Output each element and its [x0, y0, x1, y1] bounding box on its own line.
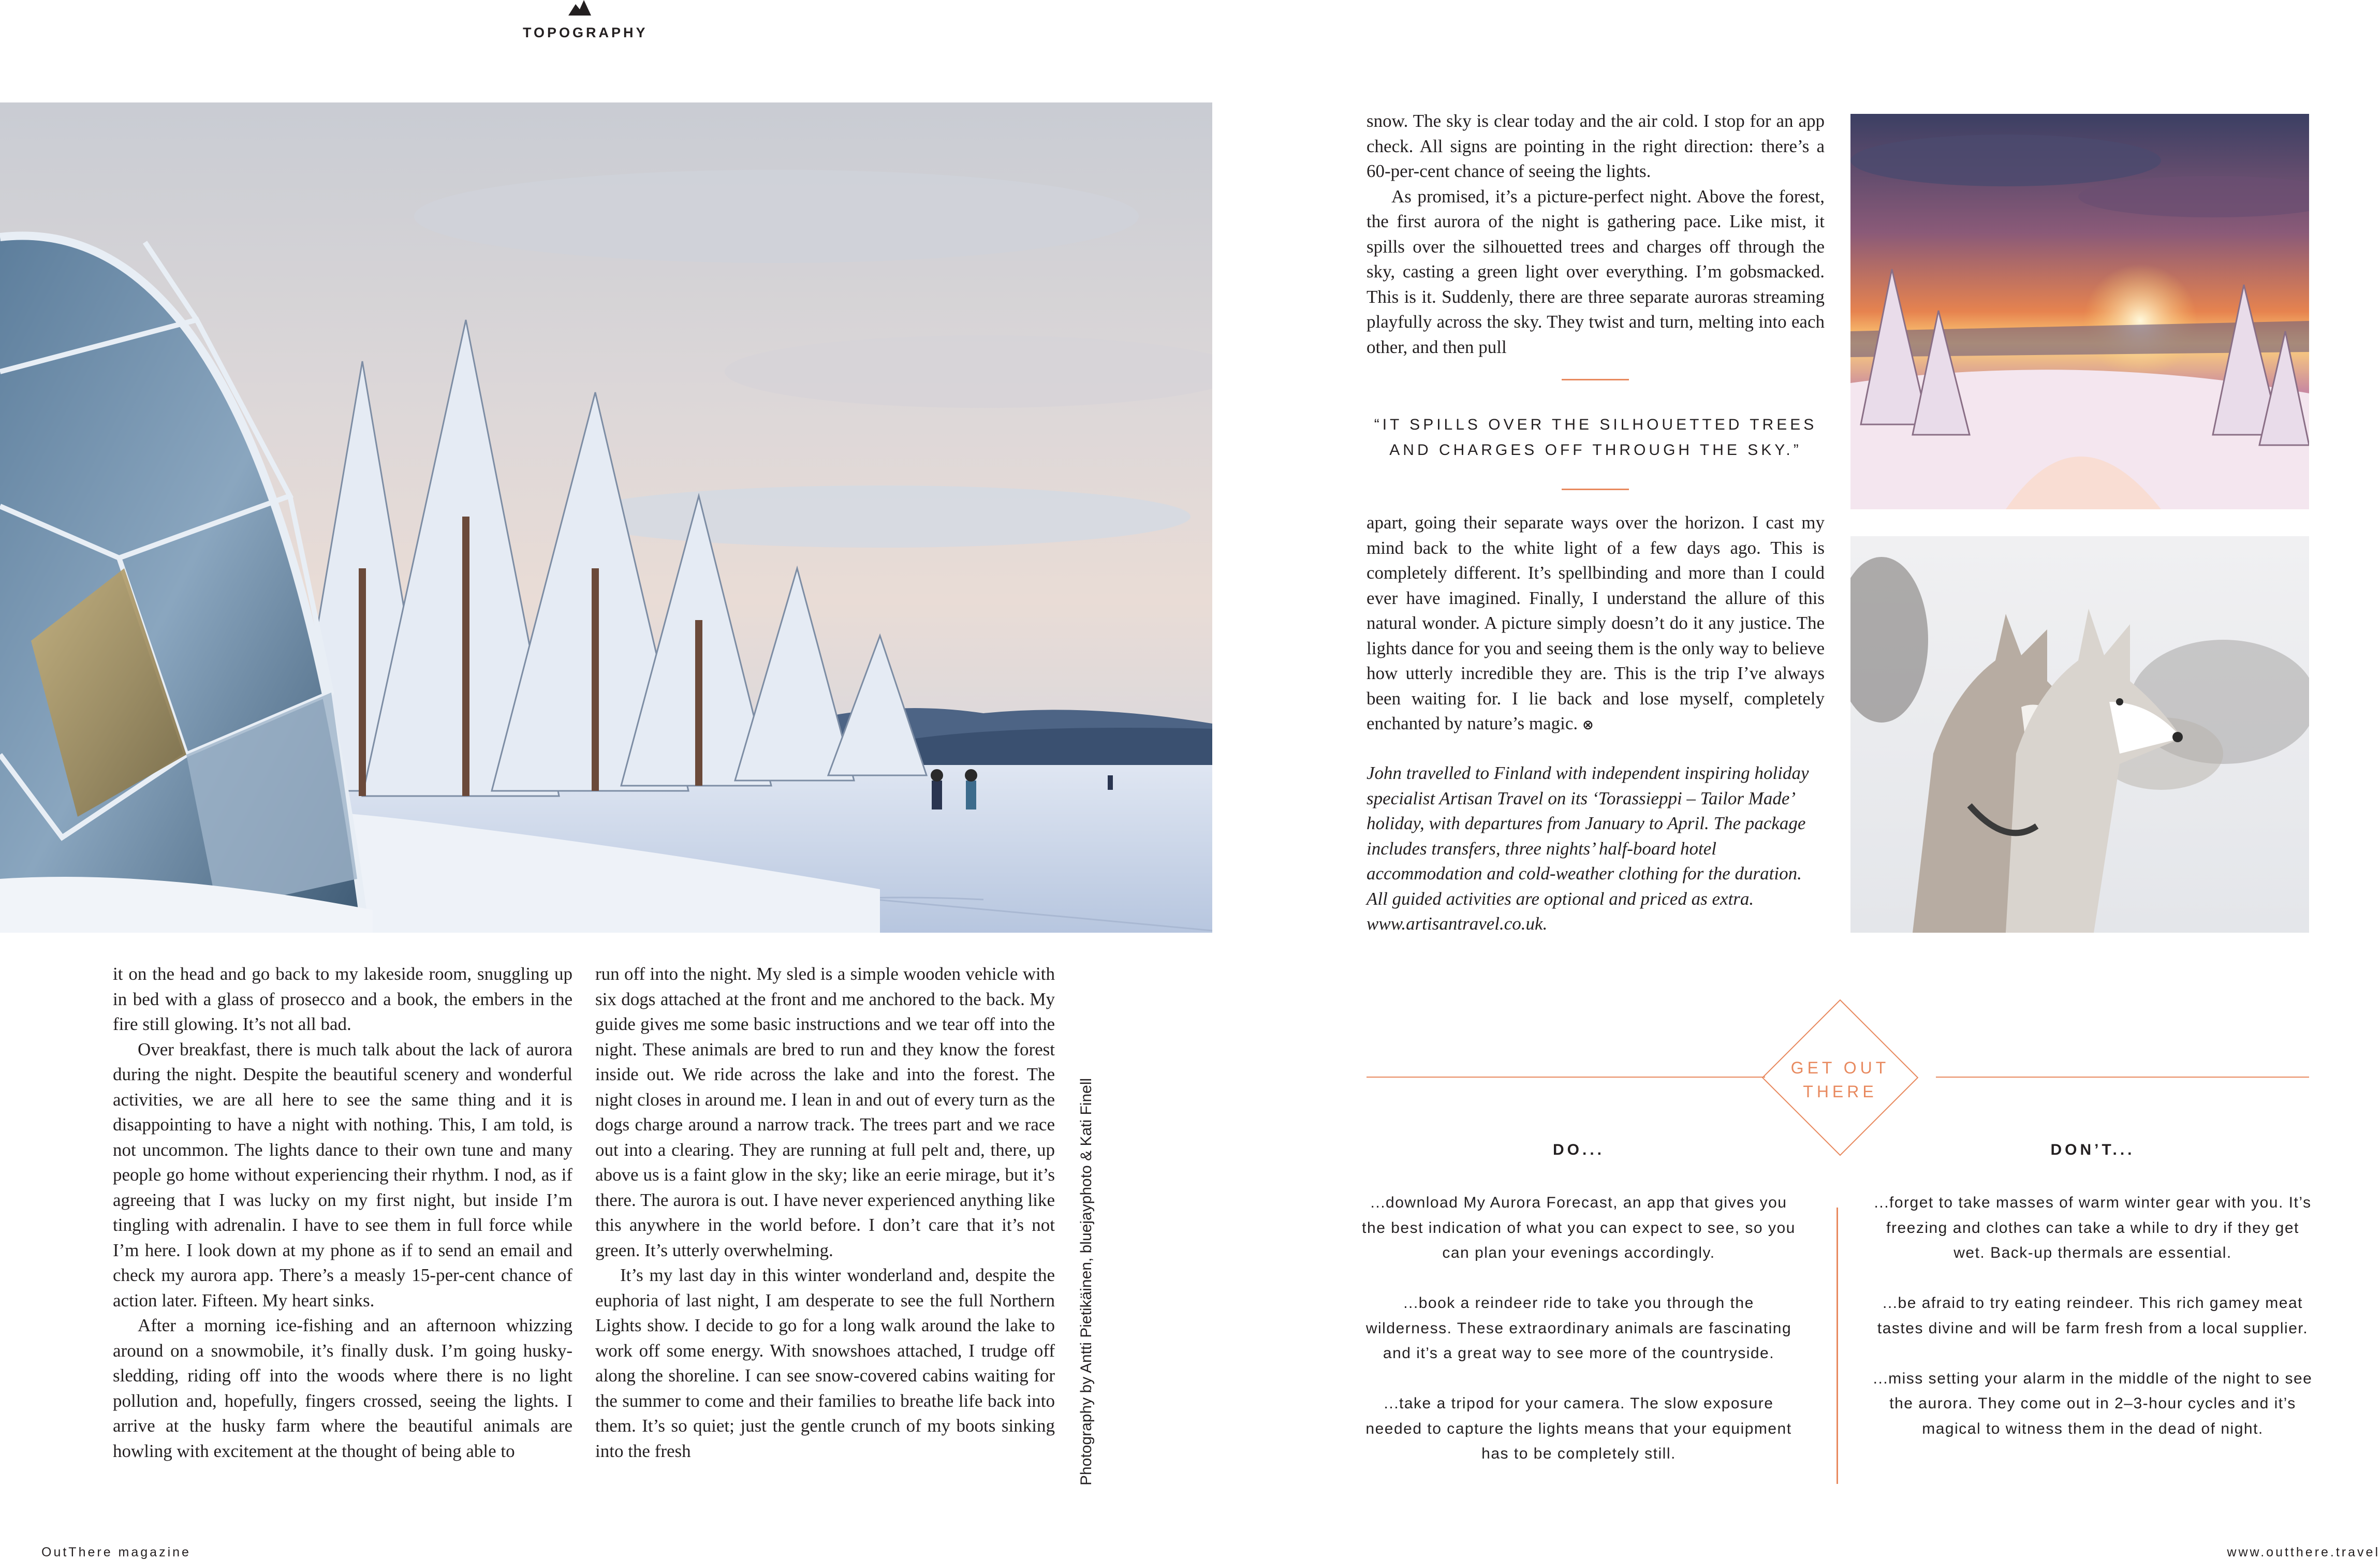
end-mark-icon: ⊗ [1582, 717, 1594, 733]
pull-quote-rule-bottom [1562, 489, 1629, 490]
do-item: ...take a tripod for your camera. The slow exposure needed to capture the lights means that your equipment has to be completely still. [1365, 1395, 1792, 1462]
footer-magazine-name: OutThere magazine [41, 1545, 191, 1559]
paragraph: After a morning ice-fishing and an afternoon whizzing around on a snowmobile, it’s finally dusk. I’m going husky-sledding, riding off into the woods where there is no light pollution and, hopefully, fingers crossed, seeing the lights. I arrive at the husky farm where the beautiful animals are howling with excitement at the thought of being able to [113, 1315, 572, 1461]
panel-rule-left [1367, 1077, 1765, 1078]
mountain-icon [568, 0, 591, 16]
photo-igloo-dome [0, 102, 1212, 933]
do-item: ...download My Aurora Forecast, an app that gives you the best indication of what you can expect to see, so you can plan your evenings accordingly. [1362, 1194, 1796, 1261]
paragraph: it on the head and go back to my lakeside room, snuggling up in bed with a glass of prosecco and a book, the embers in the fire still glowing. It’s not all bad. [113, 964, 572, 1034]
photo-huskies [1850, 536, 2309, 933]
section-label: TOPOGRAPHY [523, 25, 648, 40]
paragraph: As promised, it’s a picture-perfect night. Above the forest, the first aurora of the night is gathering pace. Like mist, it spills over the silhouetted trees and charges off through the sky, casting a green light over everything. I’m gobsmacked. This is it. Suddenly, there are three separate auroras streaming playfully across the sky. They twist and turn, melting into each other, and then pull [1367, 186, 1825, 357]
photo-forest-sunset [1850, 114, 2309, 509]
paragraph [1367, 510, 1825, 738]
panel-rule-right [1936, 1077, 2309, 1078]
do-item: ...book a reindeer ride to take you through the wilderness. These extraordinary animals are fascinating and it’s a great way to see more of the countryside. [1365, 1294, 1792, 1362]
do-list [1361, 1190, 1796, 1492]
pull-quote: “IT SPILLS OVER THE SILHOUETTED TREES AND CHARGES OFF THROUGH THE SKY.” [1374, 416, 1817, 459]
article-column-1 [113, 962, 572, 1464]
dont-list [1869, 1190, 2317, 1467]
paragraph: run off into the night. My sled is a simple wooden vehicle with six dogs attached at the front and me anchored to the back. My guide gives me some basic instructions and we tear off into the night. These animals are bred to run and they know the forest inside out. We ride across the lake and into the forest. The night closes in around me. I lean in and out of every turn as the dogs charge around a narrow track. The trees part and we race out into a clearing. They are running at full pelt and, there, up above us is a faint glow in the sky; like an eerie mirage, but it’s there. The aurora is out. I have never experienced anything like this anywhere in the world before. I don’t care that it’s not green. It’s utterly overwhelming. [595, 964, 1055, 1260]
panel-title: GET OUT THERE [1790, 1058, 1890, 1101]
paragraph: It’s my last day in this winter wonderland and, despite the euphoria of last night, I am desperate to see the full Northern Lights show. I decide to go for a long walk around the lake to work off some energy. With snowshoes attached, I trudge off along the shoreline. I can see snow-covered cabins waiting for the summer to come and their families to breathe life back into them. It’s so quiet; just the gentle crunch of my boots sinking into the fresh [595, 1265, 1055, 1461]
dont-item: ...miss setting your alarm in the middle of the night to see the aurora. They come out in 2–3-hour cycles and it’s magical to witness them in the dead of night. [1873, 1370, 2313, 1437]
footer-url: www.outthere.travel [2227, 1545, 2380, 1559]
dont-item: ...forget to take masses of warm winter gear with you. It’s freezing and clothes can take a while to dry if they get wet. Back-up thermals are essential. [1874, 1194, 2312, 1261]
article-column-3 [1367, 109, 1825, 360]
paragraph: snow. The sky is clear today and the air cold. I stop for an app check. All signs are pointing in the right direction: there’s a 60-per-cent chance of seeing the lights. [1367, 111, 1825, 181]
travel-endnote [1367, 761, 1825, 937]
endnote-text: John travelled to Finland with independent inspiring holiday specialist Artisan Travel on its ‘Torassieppi – Tailor Made’ holiday, with departures from January to April. The package includes transfers, three nights’ half-board hotel accommodation and cold-weather clothing for the duration. All guided activities are optional and priced as extra. www.artisantravel.co.uk. [1367, 763, 1809, 934]
panel-divider [1837, 1208, 1838, 1484]
dont-heading: DON’T... [2050, 1141, 2135, 1158]
paragraph: Over breakfast, there is much talk about the lack of aurora during the night. Despite the beautiful scenery and wonderful activities, we are all here to see the same thing and it is disappointing to have a night with nothing. This, I am told, is not uncommon. The lights dance to their own tune and many people go home without experiencing their rhythm. I nod, as if agreeing that I was lucky on my first night, but inside I’m tingling with adrenalin. I have to see them in full force while I’m here. I look down at my phone as if to send an email and check my aurora app. There’s a measly 15-per-cent chance of action later. Fifteen. My heart sinks. [113, 1039, 572, 1311]
dont-item: ...be afraid to try eating reindeer. This rich gamey meat tastes divine and will be farm fresh from a local supplier. [1877, 1294, 2309, 1337]
closing-paragraph-text: apart, going their separate ways over the horizon. I cast my mind back to the white light of a few days ago. This is completely different. It’s spellbinding and more than I could ever have imagined. Finally, I understand the allure of this natural wonder. A picture simply doesn’t do it any justice. The lights dance for you and seeing them is the only way to believe how utterly incredible they are. This is the trip I’ve always been waiting for. I lie back and lose myself, completely enchanted by nature’s magic. [1367, 512, 1825, 733]
article-column-4 [1367, 510, 1825, 738]
do-heading: DO... [1552, 1141, 1605, 1158]
pull-quote-rule-top [1562, 379, 1629, 380]
article-column-2 [595, 962, 1055, 1464]
photo-credit: Photography by Antti Pietikäinen, bluejayphoto & Kati Finell [1078, 1078, 1095, 1485]
